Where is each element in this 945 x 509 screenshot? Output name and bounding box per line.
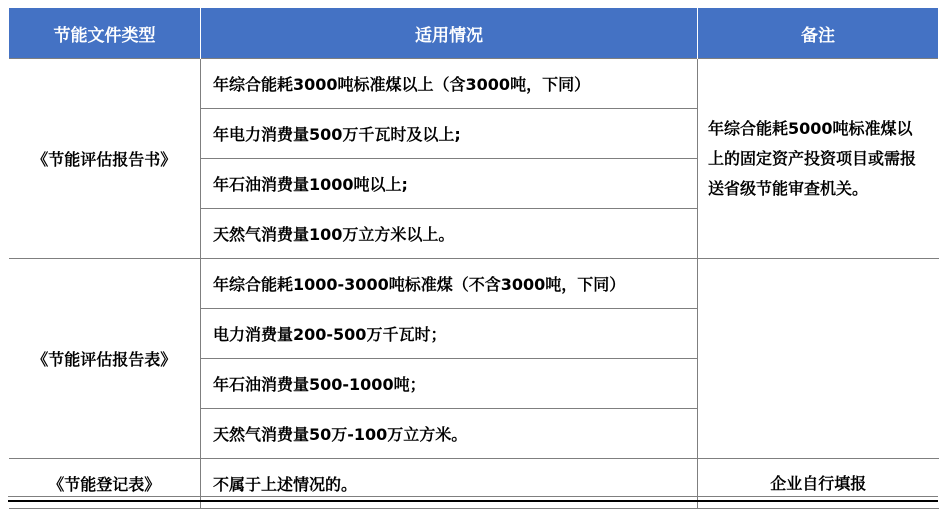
condition-cell: 电力消费量200-500万千瓦时； <box>201 309 698 359</box>
condition-cell: 天然气消费量100万立方米以上。 <box>201 209 698 259</box>
energy-document-table <box>8 8 939 509</box>
condition-cell: 年石油消费量1000吨以上; <box>201 159 698 209</box>
remark-report-form <box>698 259 939 459</box>
condition-cell: 年综合能耗3000吨标准煤以上（含3000吨，下同） <box>201 59 698 109</box>
condition-cell: 天然气消费量50万-100万立方米。 <box>201 409 698 459</box>
header-applicable-conditions: 适用情况 <box>201 8 698 59</box>
doc-type-registration-form: 《节能登记表》 <box>9 459 201 509</box>
header-document-type: 节能文件类型 <box>9 8 201 59</box>
table-row <box>9 59 939 109</box>
remark-registration-form: 企业自行填报 <box>698 459 939 509</box>
condition-cell: 年综合能耗1000-3000吨标准煤（不含3000吨，下同） <box>201 259 698 309</box>
doc-type-report-book: 《节能评估报告书》 <box>9 59 201 259</box>
table-bottom-rule-thin <box>8 496 938 497</box>
condition-cell: 年石油消费量500-1000吨； <box>201 359 698 409</box>
condition-cell: 不属于上述情况的。 <box>201 459 698 509</box>
condition-cell: 年电力消费量500万千瓦时及以上; <box>201 109 698 159</box>
table-header-row <box>9 8 939 59</box>
doc-type-report-form: 《节能评估报告表》 <box>9 259 201 459</box>
table-bottom-rule-thick <box>8 500 938 502</box>
table-row <box>9 259 939 309</box>
header-remarks: 备注 <box>698 8 939 59</box>
remark-report-book: 年综合能耗5000吨标准煤以上的固定资产投资项目或需报送省级节能审查机关。 <box>698 59 939 259</box>
